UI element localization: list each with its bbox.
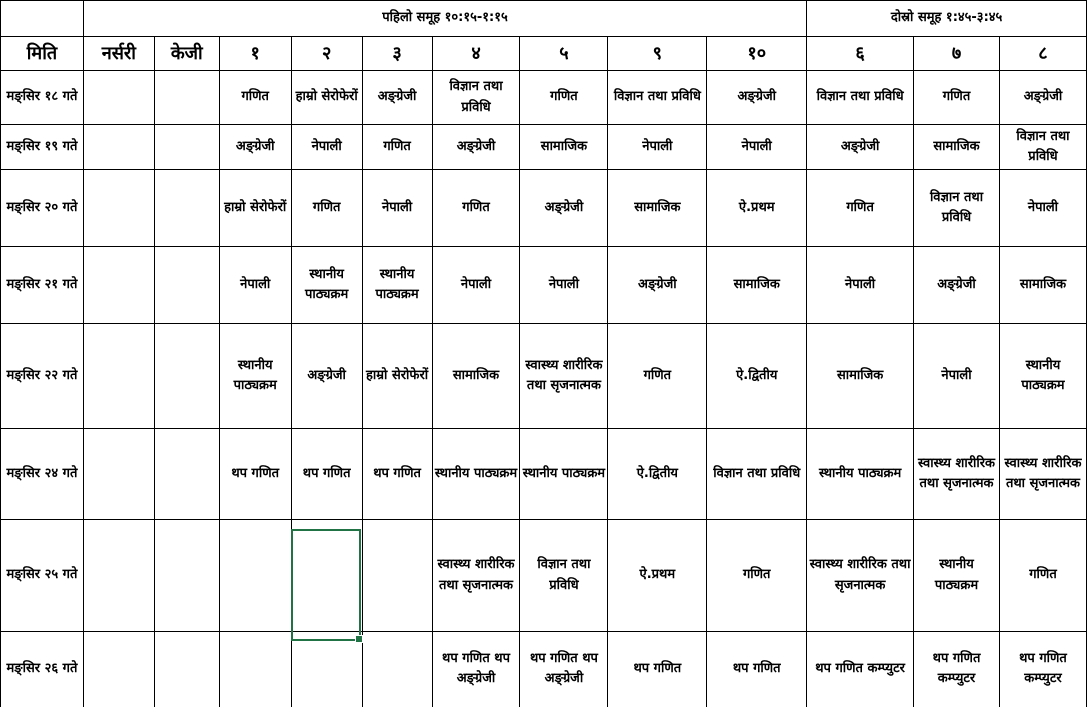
subject-cell[interactable]: [83, 632, 154, 707]
subject-cell[interactable]: स्वास्थ्य शारीरिक तथा सृजनात्मक: [432, 520, 520, 632]
date-cell[interactable]: मङ्सिर २६ गते: [1, 632, 84, 707]
subject-cell[interactable]: नेपाली: [999, 170, 1086, 247]
subject-cell[interactable]: गणित: [999, 520, 1086, 632]
subject-cell[interactable]: स्थानीय पाठ्यक्रम: [219, 324, 291, 429]
col-header-class-3[interactable]: ३: [362, 37, 432, 71]
col-header-class-1[interactable]: १: [219, 37, 291, 71]
subject-cell[interactable]: स्थानीय पाठ्यक्रम: [914, 520, 1000, 632]
subject-cell[interactable]: गणित: [520, 71, 608, 125]
subject-cell[interactable]: नेपाली: [291, 125, 362, 170]
subject-cell[interactable]: [154, 247, 219, 324]
col-header-class-10[interactable]: १०: [707, 37, 807, 71]
subject-cell[interactable]: नेपाली: [520, 247, 608, 324]
table-row: [1, 170, 1087, 247]
subject-cell[interactable]: गणित: [291, 170, 362, 247]
subject-cell[interactable]: अङ्ग्रेजी: [520, 170, 608, 247]
corner-cell[interactable]: [1, 1, 84, 37]
subject-cell[interactable]: [219, 632, 291, 707]
subject-cell[interactable]: [291, 632, 362, 707]
table-row: [1, 324, 1087, 429]
subject-cell[interactable]: स्थानीय पाठ्यक्रम: [520, 429, 608, 520]
table-row: [1, 429, 1087, 520]
col-header-class-2[interactable]: २: [291, 37, 362, 71]
subject-cell[interactable]: थप गणित कम्प्युटर: [807, 632, 914, 707]
subject-cell[interactable]: विज्ञान तथा प्रविधि: [914, 170, 1000, 247]
subject-cell[interactable]: थप गणित: [707, 632, 807, 707]
subject-cell[interactable]: स्वास्थ्य शारीरिक तथा सृजनात्मक: [914, 429, 1000, 520]
subject-cell[interactable]: स्थानीय पाठ्यक्रम: [432, 429, 520, 520]
subject-cell[interactable]: [291, 520, 362, 632]
subject-cell[interactable]: थप गणित: [219, 429, 291, 520]
subject-cell[interactable]: थप गणित थप अङ्ग्रेजी: [520, 632, 608, 707]
subject-cell[interactable]: [154, 170, 219, 247]
subject-cell[interactable]: गणित: [432, 170, 520, 247]
subject-cell[interactable]: थप गणित: [608, 632, 707, 707]
table-row: [1, 632, 1087, 707]
subject-cell[interactable]: विज्ञान तथा प्रविधि: [707, 429, 807, 520]
subject-cell[interactable]: हाम्रो सेरोफेरों: [291, 71, 362, 125]
subject-cell[interactable]: थप गणित: [362, 429, 432, 520]
subject-cell[interactable]: विज्ञान तथा प्रविधि: [608, 71, 707, 125]
subject-cell[interactable]: स्वास्थ्य शारीरिक तथा सृजनात्मक: [999, 429, 1086, 520]
subject-cell[interactable]: हाम्रो सेरोफेरों: [362, 324, 432, 429]
subject-cell[interactable]: थप गणित कम्प्युटर: [914, 632, 1000, 707]
subject-cell[interactable]: अङ्ग्रेजी: [432, 125, 520, 170]
subject-cell[interactable]: गणित: [362, 125, 432, 170]
group1-header[interactable]: पहिलो समूह १०:१५-१:१५: [83, 1, 806, 37]
subject-cell[interactable]: [83, 71, 154, 125]
subject-cell[interactable]: [154, 324, 219, 429]
col-header-class-6[interactable]: ६: [807, 37, 914, 71]
subject-cell[interactable]: सामाजिक: [999, 247, 1086, 324]
subject-cell[interactable]: [83, 125, 154, 170]
subject-cell[interactable]: अङ्ग्रेजी: [707, 71, 807, 125]
subject-cell[interactable]: अङ्ग्रेजी: [914, 247, 1000, 324]
subject-cell[interactable]: ऐ.प्रथम: [608, 520, 707, 632]
subject-cell[interactable]: [154, 125, 219, 170]
col-header-class-7[interactable]: ७: [914, 37, 1000, 71]
subject-cell[interactable]: [83, 520, 154, 632]
date-cell[interactable]: मङ्सिर १९ गते: [1, 125, 84, 170]
subject-cell[interactable]: ऐ.द्वितीय: [608, 429, 707, 520]
column-header-row: [1, 37, 1087, 71]
col-header-date[interactable]: मिति: [1, 37, 84, 71]
subject-cell[interactable]: [154, 71, 219, 125]
col-header-nursery[interactable]: नर्सरी: [83, 37, 154, 71]
group2-header[interactable]: दोस्रो समूह १:४५-३:४५: [807, 1, 1087, 37]
date-cell[interactable]: मङ्सिर २२ गते: [1, 324, 84, 429]
subject-cell[interactable]: गणित: [807, 170, 914, 247]
subject-cell[interactable]: [154, 520, 219, 632]
table-row: [1, 247, 1087, 324]
subject-cell[interactable]: हाम्रो सेरोफेरों: [219, 170, 291, 247]
col-header-class-4[interactable]: ४: [432, 37, 520, 71]
subject-cell[interactable]: गणित: [914, 71, 1000, 125]
subject-cell[interactable]: गणित: [707, 520, 807, 632]
subject-cell[interactable]: सामाजिक: [707, 247, 807, 324]
col-header-class-5[interactable]: ५: [520, 37, 608, 71]
subject-cell[interactable]: नेपाली: [807, 247, 914, 324]
date-cell[interactable]: मङ्सिर २० गते: [1, 170, 84, 247]
subject-cell[interactable]: गणित: [219, 71, 291, 125]
subject-cell[interactable]: अङ्ग्रेजी: [219, 125, 291, 170]
subject-cell[interactable]: स्वास्थ्य शारीरिक तथा सृजनात्मक: [520, 324, 608, 429]
subject-cell[interactable]: स्थानीय पाठ्यक्रम: [291, 247, 362, 324]
subject-cell[interactable]: सामाजिक: [608, 170, 707, 247]
subject-cell[interactable]: सामाजिक: [807, 324, 914, 429]
subject-cell[interactable]: सामाजिक: [432, 324, 520, 429]
subject-cell[interactable]: थप गणित: [291, 429, 362, 520]
date-cell[interactable]: मङ्सिर २१ गते: [1, 247, 84, 324]
subject-cell[interactable]: गणित: [608, 324, 707, 429]
subject-cell[interactable]: नेपाली: [362, 170, 432, 247]
subject-cell[interactable]: [83, 247, 154, 324]
table-row: [1, 71, 1087, 125]
subject-cell[interactable]: स्थानीय पाठ्यक्रम: [362, 247, 432, 324]
subject-cell[interactable]: थप गणित थप अङ्ग्रेजी: [432, 632, 520, 707]
subject-cell[interactable]: [154, 632, 219, 707]
subject-cell[interactable]: स्वास्थ्य शारीरिक तथा सृजनात्मक: [807, 520, 914, 632]
col-header-kg[interactable]: केजी: [154, 37, 219, 71]
subject-cell[interactable]: स्थानीय पाठ्यक्रम: [999, 324, 1086, 429]
col-header-class-8[interactable]: ८: [999, 37, 1086, 71]
date-cell[interactable]: मङ्सिर २५ गते: [1, 520, 84, 632]
subject-cell[interactable]: ऐ.द्वितीय: [707, 324, 807, 429]
subject-cell[interactable]: सामाजिक: [520, 125, 608, 170]
subject-cell[interactable]: विज्ञान तथा प्रविधि: [807, 71, 914, 125]
subject-cell[interactable]: अङ्ग्रेजी: [608, 247, 707, 324]
subject-cell[interactable]: नेपाली: [432, 247, 520, 324]
table-row: [1, 125, 1087, 170]
subject-cell[interactable]: अङ्ग्रेजी: [362, 71, 432, 125]
table-row: [1, 520, 1087, 632]
subject-cell[interactable]: [362, 632, 432, 707]
subject-cell[interactable]: [362, 520, 432, 632]
subject-cell[interactable]: विज्ञान तथा प्रविधि: [520, 520, 608, 632]
subject-cell[interactable]: स्थानीय पाठ्यक्रम: [807, 429, 914, 520]
subject-cell[interactable]: नेपाली: [707, 125, 807, 170]
subject-cell[interactable]: विज्ञान तथा प्रविधि: [432, 71, 520, 125]
group-header-row: [1, 1, 1087, 37]
subject-cell[interactable]: [83, 170, 154, 247]
subject-cell[interactable]: सामाजिक: [914, 125, 1000, 170]
subject-cell[interactable]: अङ्ग्रेजी: [291, 324, 362, 429]
subject-cell[interactable]: थप गणित कम्प्युटर: [999, 632, 1086, 707]
subject-cell[interactable]: [83, 324, 154, 429]
subject-cell[interactable]: अङ्ग्रेजी: [999, 71, 1086, 125]
subject-cell[interactable]: ऐ.प्रथम: [707, 170, 807, 247]
subject-cell[interactable]: [83, 429, 154, 520]
date-cell[interactable]: मङ्सिर २४ गते: [1, 429, 84, 520]
col-header-class-9[interactable]: ९: [608, 37, 707, 71]
subject-cell[interactable]: नेपाली: [219, 247, 291, 324]
subject-cell[interactable]: नेपाली: [914, 324, 1000, 429]
subject-cell[interactable]: [154, 429, 219, 520]
subject-cell[interactable]: नेपाली: [608, 125, 707, 170]
subject-cell[interactable]: [219, 520, 291, 632]
subject-cell[interactable]: विज्ञान तथा प्रविधि: [999, 125, 1086, 170]
date-cell[interactable]: मङ्सिर १८ गते: [1, 71, 84, 125]
subject-cell[interactable]: अङ्ग्रेजी: [807, 125, 914, 170]
